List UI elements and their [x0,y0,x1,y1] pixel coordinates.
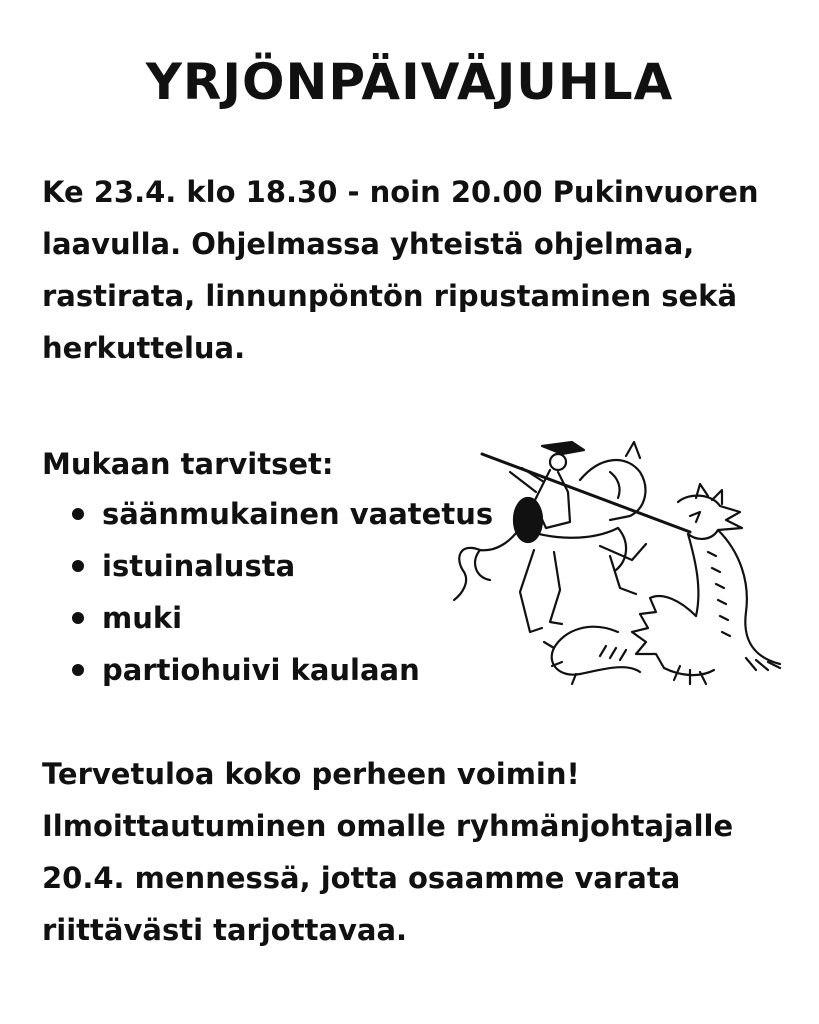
list-item [42,644,493,696]
list-item-label: säänmukainen vaatetus [102,497,494,531]
st-george-and-dragon-icon [450,432,790,687]
list-item [42,488,493,540]
closing-paragraph [42,748,742,956]
bullet-icon [72,612,84,624]
list-item-label: muki [102,601,183,635]
bring-heading: Mukaan tarvitset: [42,447,334,481]
bullet-icon [72,560,84,572]
closing-line: Ilmoittautuminen omalle ryhmänjohtajalle [42,809,734,843]
bring-list [42,488,493,696]
list-item-label: istuinalusta [102,549,296,583]
list-item [42,592,493,644]
intro-line: laavulla. Ohjelmassa yhteistä ohjelmaa, [42,227,695,261]
closing-line: riittävästi tarjottavaa. [42,913,408,947]
intro-line: rastirata, linnunpöntön ripustaminen sekä [42,279,738,313]
bullet-icon [72,664,84,676]
closing-line: Tervetuloa koko perheen voimin! [42,757,580,791]
intro-line: herkuttelua. [42,331,246,365]
closing-line: 20.4. mennessä, jotta osaamme varata [42,861,681,895]
intro-line: Ke 23.4. klo 18.30 - noin 20.00 Pukinvuoren [42,175,759,209]
bullet-icon [72,508,84,520]
page-title: YRJÖNPÄIVÄJUHLA [145,53,674,111]
list-item-label: partiohuivi kaulaan [102,653,420,687]
list-item [42,540,493,592]
intro-paragraph [42,166,759,374]
